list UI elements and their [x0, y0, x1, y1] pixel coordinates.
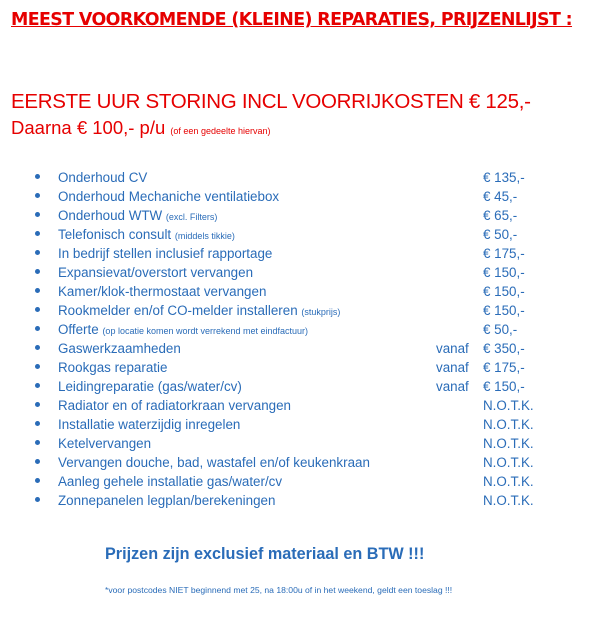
price-list-item [0, 320, 612, 339]
price-list-item [0, 301, 612, 320]
item-label-text: Expansievat/overstort vervangen [58, 265, 254, 280]
price-list-item [0, 225, 612, 244]
item-price: € 150,- [483, 379, 525, 394]
first-hour-rate: EERSTE UUR STORING INCL VOORRIJKOSTEN € 125,- [11, 90, 531, 113]
item-label [58, 225, 235, 246]
item-price: N.O.T.K. [483, 474, 534, 489]
item-label [58, 396, 291, 415]
item-label-text: Telefonisch consult [58, 227, 172, 242]
item-label [58, 415, 240, 434]
item-note: (excl. Filters) [165, 212, 218, 222]
price-list-item [0, 377, 612, 396]
price-list-item [0, 491, 612, 510]
item-price: N.O.T.K. [483, 398, 534, 413]
price-list-item [0, 472, 612, 491]
bullet-icon [35, 383, 40, 388]
item-label [58, 491, 275, 510]
item-label [58, 301, 340, 322]
item-label-text: Vervangen douche, bad, wastafel en/of keukenkraan [58, 455, 370, 470]
bullet-icon [35, 288, 40, 293]
bullet-icon [35, 345, 40, 350]
bullet-icon [35, 174, 40, 179]
hourly-rate-text: Daarna € 100,- p/u [11, 117, 166, 138]
item-price: € 150,- [483, 303, 525, 318]
vat-notice: Prijzen zijn exclusief materiaal en BTW !!! [105, 545, 425, 563]
item-price: N.O.T.K. [483, 417, 534, 432]
item-label [58, 206, 217, 227]
item-price: € 65,- [483, 208, 518, 223]
item-label-text: Onderhoud WTW [58, 208, 163, 223]
item-label [58, 244, 272, 263]
item-label-text: Rookgas reparatie [58, 360, 168, 375]
bullet-icon [35, 459, 40, 464]
bullet-icon [35, 269, 40, 274]
item-label-text: In bedrijf stellen inclusief rapportage [58, 246, 273, 261]
item-label-text: Onderhoud CV [58, 170, 148, 185]
bullet-icon [35, 402, 40, 407]
price-list-item [0, 187, 612, 206]
bullet-icon [35, 497, 40, 502]
item-label-text: Ketelvervangen [58, 436, 152, 451]
bullet-icon [35, 212, 40, 217]
bullet-icon [35, 364, 40, 369]
item-label [58, 320, 308, 341]
item-label-text: Offerte [58, 322, 99, 337]
item-label-text: Gaswerkzaamheden [58, 341, 181, 356]
item-price: N.O.T.K. [483, 436, 534, 451]
item-vanaf: vanaf [436, 360, 469, 375]
item-price: € 150,- [483, 265, 525, 280]
item-label [58, 453, 370, 472]
item-label-text: Kamer/klok-thermostaat vervangen [58, 284, 267, 299]
bullet-icon [35, 478, 40, 483]
item-price: € 350,- [483, 341, 525, 356]
item-price: € 175,- [483, 246, 525, 261]
price-list-item [0, 453, 612, 472]
hourly-rate-note: (of een gedeelte hiervan) [170, 126, 271, 136]
bullet-icon [35, 307, 40, 312]
item-label [58, 358, 167, 377]
item-price: € 150,- [483, 284, 525, 299]
price-list [0, 168, 612, 510]
bullet-icon [35, 231, 40, 236]
price-list-item [0, 282, 612, 301]
item-label [58, 434, 151, 453]
price-list-item [0, 263, 612, 282]
bullet-icon [35, 440, 40, 445]
item-label-text: Onderhoud Mechaniche ventilatiebox [58, 189, 280, 204]
item-price: € 50,- [483, 322, 518, 337]
item-label-text: Radiator en of radiatorkraan vervangen [58, 398, 291, 413]
price-list-item [0, 396, 612, 415]
price-list-item [0, 358, 612, 377]
hourly-rate-after [11, 117, 271, 139]
item-price: € 45,- [483, 189, 518, 204]
item-label [58, 339, 181, 358]
price-list-item [0, 168, 612, 187]
item-label [58, 263, 253, 282]
item-note: (middels tikkie) [174, 231, 235, 241]
item-label-text: Aanleg gehele installatie gas/water/cv [58, 474, 283, 489]
item-label [58, 282, 266, 301]
item-price: € 135,- [483, 170, 525, 185]
item-label [58, 168, 147, 187]
item-label-text: Rookmelder en/of CO-melder installeren [58, 303, 298, 318]
bullet-icon [35, 326, 40, 331]
item-vanaf: vanaf [436, 379, 469, 394]
bullet-icon [35, 250, 40, 255]
item-label [58, 187, 279, 206]
price-list-item [0, 434, 612, 453]
price-list-item [0, 244, 612, 263]
price-list-item [0, 339, 612, 358]
item-label-text: Zonnepanelen legplan/berekeningen [58, 493, 276, 508]
price-list-item [0, 415, 612, 434]
item-label [58, 377, 242, 396]
item-note: (stukprijs) [301, 307, 341, 317]
surcharge-note: *voor postcodes NIET beginnend met 25, na 18:00u of in het weekend, geldt een toeslag !!! [105, 585, 453, 595]
item-label-text: Leidingreparatie (gas/water/cv) [58, 379, 242, 394]
item-vanaf: vanaf [436, 341, 469, 356]
item-label [58, 472, 282, 491]
price-list-item [0, 206, 612, 225]
item-price: N.O.T.K. [483, 493, 534, 508]
page-title: MEEST VOORKOMENDE (KLEINE) REPARATIES, PRIJZENLIJST : [11, 10, 573, 30]
item-price: € 50,- [483, 227, 518, 242]
item-label-text: Installatie waterzijdig inregelen [58, 417, 241, 432]
item-note: (op locatie komen wordt verrekend met eindfactuur) [102, 326, 309, 336]
item-price: N.O.T.K. [483, 455, 534, 470]
bullet-icon [35, 193, 40, 198]
bullet-icon [35, 421, 40, 426]
item-price: € 175,- [483, 360, 525, 375]
